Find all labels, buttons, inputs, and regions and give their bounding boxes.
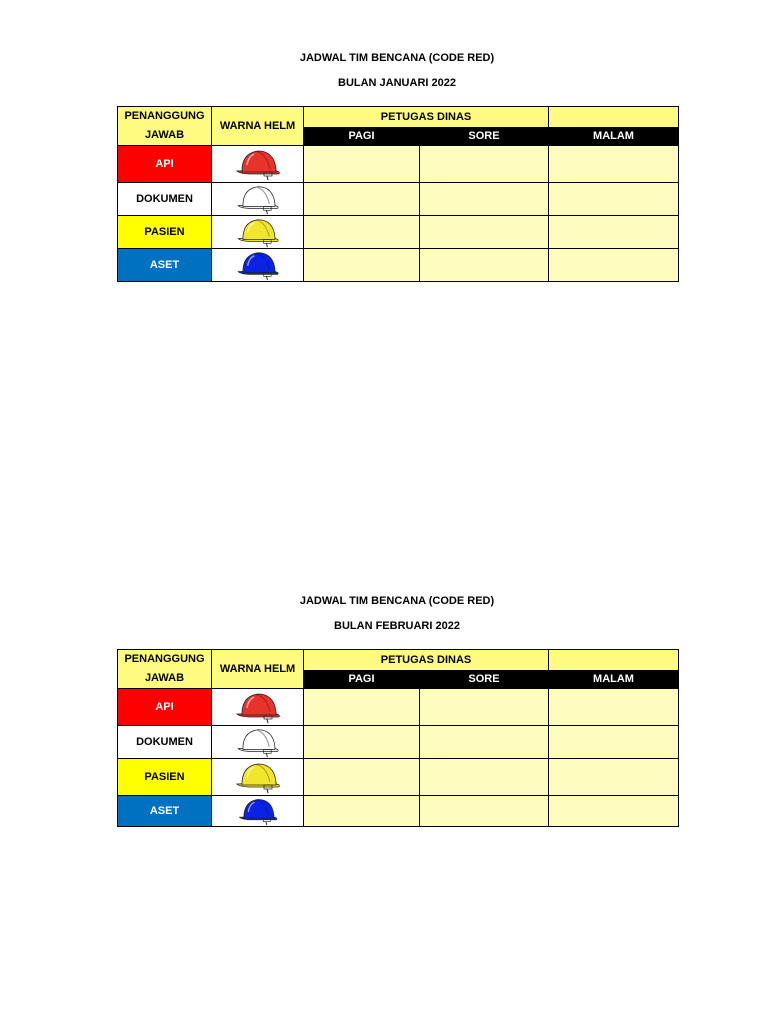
table-row	[118, 796, 679, 827]
slot-malam[interactable]	[549, 183, 679, 216]
slot-malam[interactable]	[549, 796, 679, 827]
table-row	[118, 726, 679, 759]
schedule-month: BULAN FEBRUARI 2022	[334, 620, 460, 632]
schedule-title: JADWAL TIM BENCANA (CODE RED)	[299, 52, 495, 64]
slot-pagi[interactable]	[304, 146, 420, 183]
role-pasien: PASIEN	[118, 759, 212, 796]
header-blank	[549, 107, 679, 128]
slot-pagi[interactable]	[304, 216, 420, 249]
header-shift-malam: MALAM	[549, 127, 679, 145]
header-shift-pagi: PAGI	[304, 670, 420, 688]
slot-sore[interactable]	[420, 796, 549, 827]
header-shift-sore: SORE	[420, 670, 549, 688]
header-petugas-dinas: PETUGAS DINAS	[304, 107, 549, 128]
slot-sore[interactable]	[420, 146, 549, 183]
slot-pagi[interactable]	[304, 759, 420, 796]
role-aset: ASET	[118, 796, 212, 827]
slot-malam[interactable]	[549, 249, 679, 282]
table-row	[118, 759, 679, 796]
table-row	[118, 183, 679, 216]
table-row	[118, 689, 679, 726]
slot-pagi[interactable]	[304, 183, 420, 216]
white-helmet-icon	[212, 183, 304, 216]
table-row	[118, 216, 679, 249]
slot-sore[interactable]	[420, 726, 549, 759]
slot-sore[interactable]	[420, 759, 549, 796]
role-api: API	[118, 146, 212, 183]
blue-helmet-icon	[212, 249, 304, 282]
schedule-table-february	[117, 649, 679, 827]
role-api: API	[118, 689, 212, 726]
slot-malam[interactable]	[549, 216, 679, 249]
schedule-title: JADWAL TIM BENCANA (CODE RED)	[299, 595, 495, 607]
slot-pagi[interactable]	[304, 726, 420, 759]
role-dokumen: DOKUMEN	[118, 726, 212, 759]
table-row	[118, 146, 679, 183]
slot-sore[interactable]	[420, 689, 549, 726]
white-helmet-icon	[212, 726, 304, 759]
schedule-table-january	[117, 106, 679, 282]
table-row	[118, 249, 679, 282]
yellow-helmet-icon	[212, 216, 304, 249]
header-shift-pagi: PAGI	[304, 127, 420, 145]
blue-helmet-icon	[212, 796, 304, 827]
red-helmet-icon	[212, 689, 304, 726]
schedule-month: BULAN JANUARI 2022	[338, 77, 456, 89]
header-petugas-dinas: PETUGAS DINAS	[304, 650, 549, 671]
header-penanggung-jawab: PENANGGUNG JAWAB	[118, 650, 212, 689]
red-helmet-icon	[212, 146, 304, 183]
header-penanggung-jawab: PENANGGUNG JAWAB	[118, 107, 212, 146]
header-shift-malam: MALAM	[549, 670, 679, 688]
slot-pagi[interactable]	[304, 689, 420, 726]
slot-malam[interactable]	[549, 146, 679, 183]
slot-malam[interactable]	[549, 759, 679, 796]
slot-malam[interactable]	[549, 689, 679, 726]
header-shift-sore: SORE	[420, 127, 549, 145]
slot-pagi[interactable]	[304, 796, 420, 827]
header-warna-helm: WARNA HELM	[212, 107, 304, 146]
role-dokumen: DOKUMEN	[118, 183, 212, 216]
role-pasien: PASIEN	[118, 216, 212, 249]
slot-sore[interactable]	[420, 249, 549, 282]
slot-sore[interactable]	[420, 183, 549, 216]
slot-malam[interactable]	[549, 726, 679, 759]
header-blank	[549, 650, 679, 671]
yellow-helmet-icon	[212, 759, 304, 796]
role-aset: ASET	[118, 249, 212, 282]
header-warna-helm: WARNA HELM	[212, 650, 304, 689]
slot-pagi[interactable]	[304, 249, 420, 282]
slot-sore[interactable]	[420, 216, 549, 249]
